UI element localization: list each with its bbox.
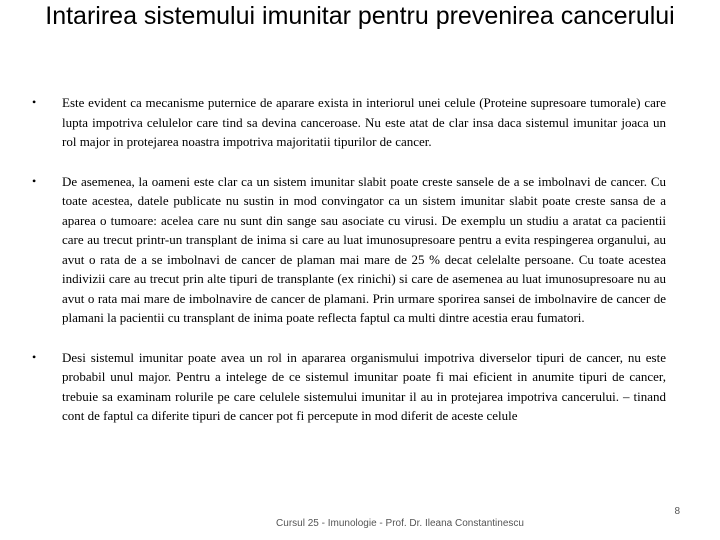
bullet-text-1: Este evident ca mecanisme puternice de aparare exista in interiorul unei celule (Proteine supresoare tumorale) care lupta impotriva celulelor care tind sa devina canceroase. Nu este atat de clar insa daca sistemul imunitar joaca un rol major in protejarea noastra impotriva majoritatii tipurilor de cancer. xyxy=(62,95,666,149)
bullet-item-2 xyxy=(30,172,666,328)
bullet-text-3: Desi sistemul imunitar poate avea un rol in apararea organismului impotriva diverselor tipuri de cancer, nu este probabil unul major. Pentru a intelege de ce sistemul imunitar poate fi mai eficient in anumite tipuri de cancer, trebuie sa examinam rolurile pe care celulele sistemului imunitar il au in protejarea impotriva cancerului. – tinand cont de faptul ca diferite tipuri de cancer pot fi percepute in mod diferit de aceste celule xyxy=(62,349,666,423)
bullet-dot-icon: • xyxy=(32,349,37,364)
page-number: 8 xyxy=(674,506,680,517)
slide-title: Intarirea sistemului imunitar pentru prevenirea cancerului xyxy=(45,2,675,30)
bullet-dot-icon: • xyxy=(32,95,37,109)
bullet-list xyxy=(30,93,666,446)
bullet-text-2: De asemenea, la oameni este clar ca un sistem imunitar slabit poate creste sansele de a se imbolnavi de cancer. Cu toate acestea, datele publicate nu sustin in mod convingator ca un sistem imunitar slabit poate creste sansa de a aparea o tumoare: acelea care nu sunt din sange sau asociate cu virusi. De exemplu un studiu a aratat ca pacientii care au trecut printr-un transplant de inima si care au luat imunosupresoare pentru a evita respingerea organului, au avut o rata de a se imbolnavi de cancer de plaman mai mare de 25 % decat celelalte persoane. Cu toate acestea indivizii care au trecut prin alte tipuri de transplante (ex rinichi) si care de asemenea au luat imunosupresoare nu au avut o rata mai mare de imbolnavire de cancer de plamani. Prin urmare sporirea sansei de imbolnavire de cancer de plamani la pacientii cu transplant de inima poate reflecta faptul ca multi dintre acestia erau fumatori. xyxy=(62,173,666,325)
bullet-dot-icon: • xyxy=(32,173,37,188)
bullet-item-3 xyxy=(30,348,666,426)
bullet-item-1 xyxy=(30,93,666,152)
slide-footer: Cursul 25 - Imunologie - Prof. Dr. Ileana Constantinescu xyxy=(276,518,524,529)
